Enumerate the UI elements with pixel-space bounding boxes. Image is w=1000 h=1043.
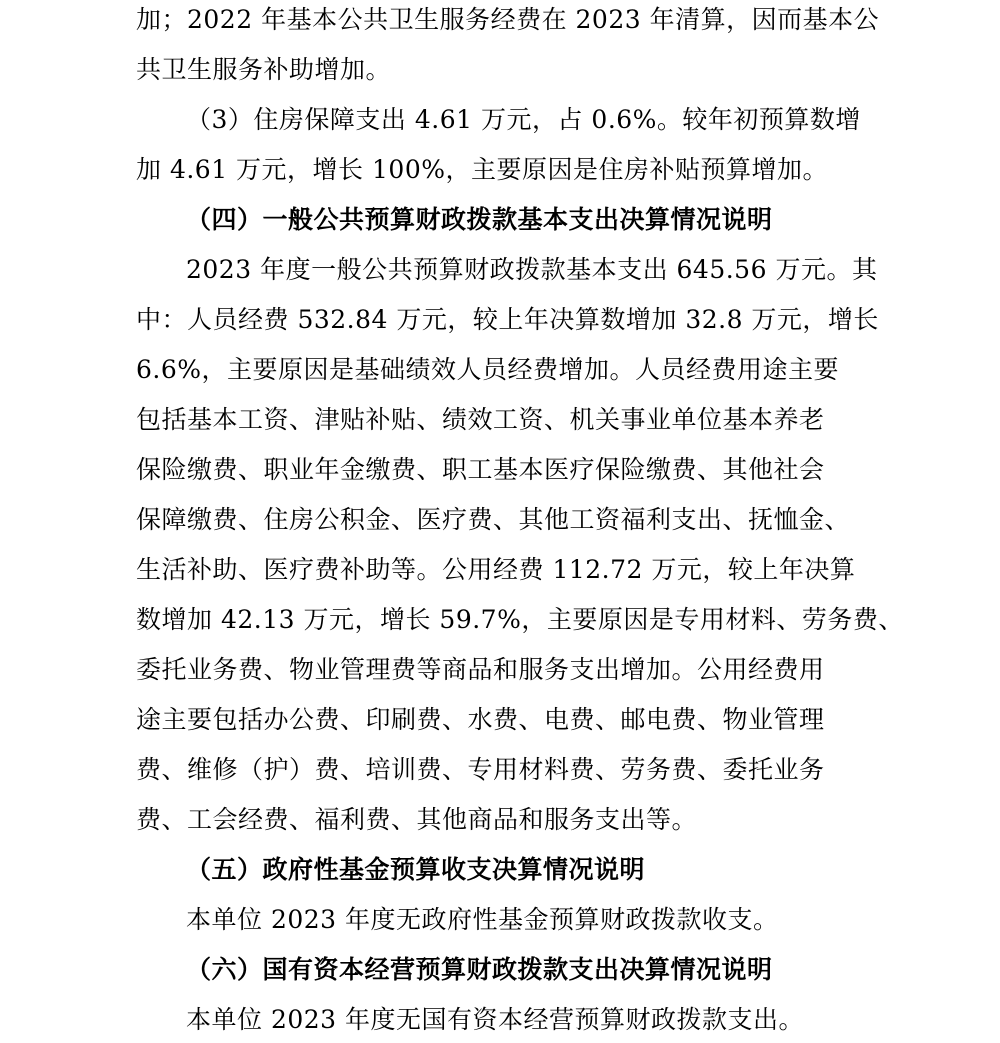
text-line: 加；2022 年基本公共卫生服务经费在 2023 年清算，因而基本公	[136, 5, 880, 34]
text-line: 共卫生服务补助增加。	[136, 55, 392, 84]
text-line: 途主要包括办公费、印刷费、水费、电费、邮电费、物业管理	[136, 705, 825, 734]
text-line: 委托业务费、物业管理费等商品和服务支出增加。公用经费用	[136, 655, 825, 684]
section-heading: （五）政府性基金预算收支决算情况说明	[186, 855, 646, 884]
section-heading: （六）国有资本经营预算财政拨款支出决算情况说明	[186, 955, 773, 984]
text-line: 6.6%，主要原因是基础绩效人员经费增加。人员经费用途主要	[136, 355, 840, 384]
text-line: 保障缴费、住房公积金、医疗费、其他工资福利支出、抚恤金、	[136, 505, 851, 534]
text-line: 数增加 42.13 万元，增长 59.7%，主要原因是专用材料、劳务费、	[136, 605, 904, 634]
text-line: 加 4.61 万元，增长 100%，主要原因是住房补贴预算增加。	[136, 155, 828, 184]
text-line: 保险缴费、职业年金缴费、职工基本医疗保险缴费、其他社会	[136, 455, 825, 484]
text-line: 包括基本工资、津贴补贴、绩效工资、机关事业单位基本养老	[136, 405, 825, 434]
section-heading: （四）一般公共预算财政拨款基本支出决算情况说明	[186, 205, 773, 234]
text-line: 费、工会经费、福利费、其他商品和服务支出等。	[136, 805, 698, 834]
text-line: 生活补助、医疗费补助等。公用经费 112.72 万元，较上年决算	[136, 555, 856, 584]
text-line: 2023 年度一般公共预算财政拨款基本支出 645.56 万元。其	[186, 255, 878, 284]
text-line: 本单位 2023 年度无政府性基金预算财政拨款收支。	[186, 905, 779, 934]
text-line: 中：人员经费 532.84 万元，较上年决算数增加 32.8 万元，增长	[136, 305, 879, 334]
text-line: （3）住房保障支出 4.61 万元，占 0.6%。较年初预算数增	[186, 105, 861, 134]
text-line: 本单位 2023 年度无国有资本经营预算财政拨款支出。	[186, 1005, 805, 1034]
text-line: 费、维修（护）费、培训费、专用材料费、劳务费、委托业务	[136, 755, 825, 784]
